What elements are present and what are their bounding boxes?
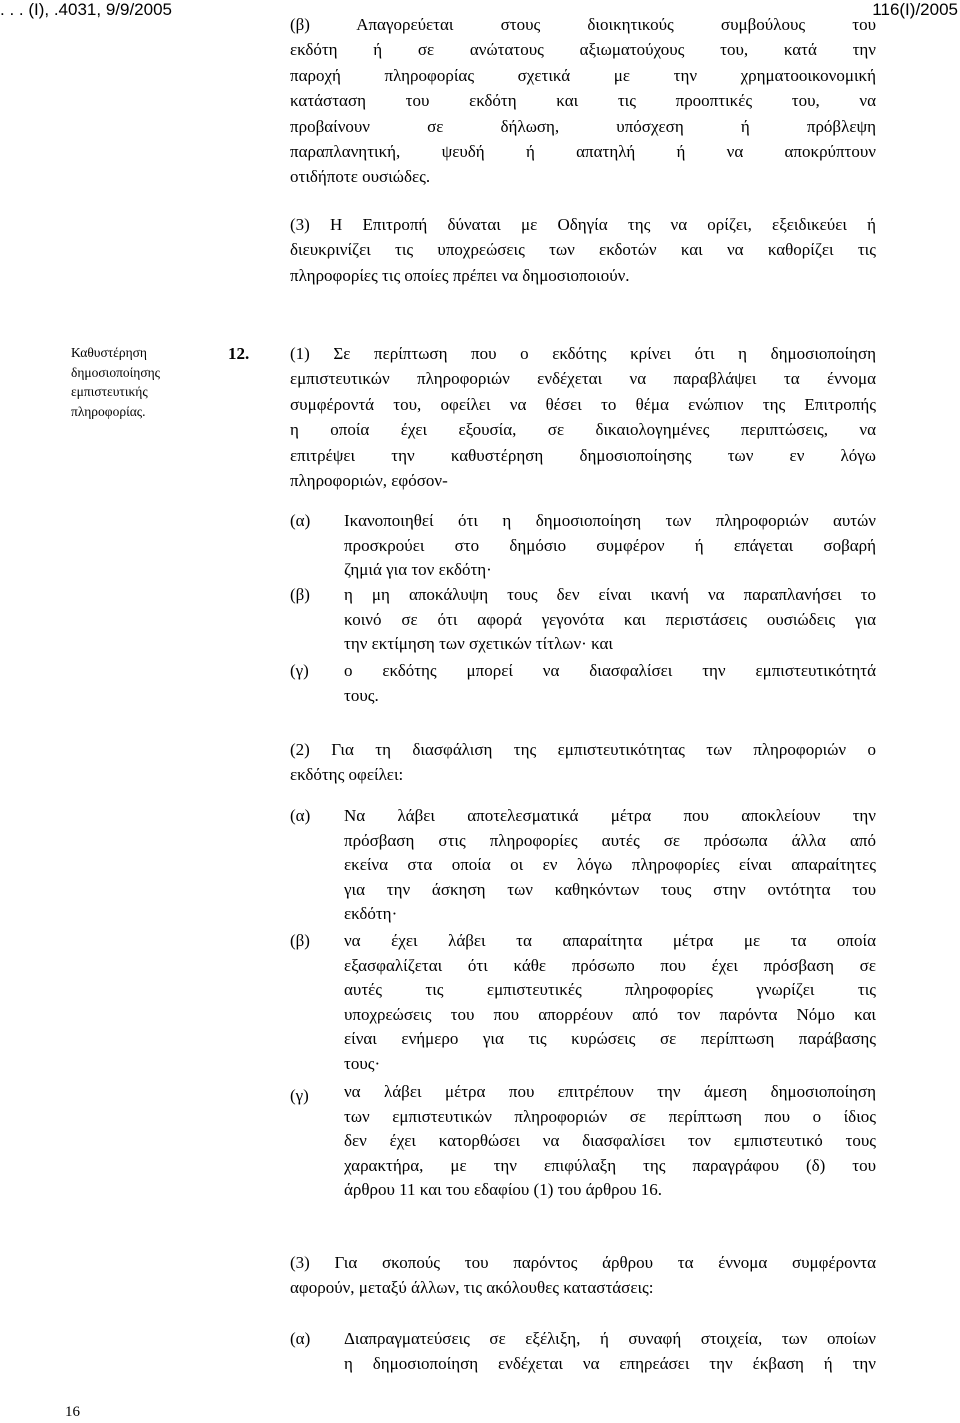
- text-line: υποχρεώσεις του που απορρέουν από τον παρόντα Νόμο και: [344, 1004, 876, 1024]
- text-line: είναι ενήμερο για τις κυρώσεις σε περίπτωση παράβασης: [344, 1029, 876, 1049]
- text-line: παροχή πληροφορίας σχετικά με την χρηματοοικονομική: [290, 65, 876, 85]
- text-line: κοινό σε ότι αφορά γεγονότα και περιστάσεις ουσιώδεις για: [344, 609, 876, 629]
- text-line: (3) Η Επιτροπή δύναται με Οδηγία της να ορίζει, εξειδικεύει ή: [290, 215, 876, 234]
- list-2-item-a: [344, 804, 876, 927]
- text-line: εκδότη·: [344, 904, 398, 924]
- text-line: (2) Για τη διασφάλιση της εμπιστευτικότητας των πληροφοριών ο: [290, 740, 876, 759]
- text-line: να λάβει μέτρα που επιτρέπουν την άμεση δημοσιοποίηση: [344, 1082, 876, 1101]
- text-line: συμφέροντά του, οφείλει να θέσει το θέμα ενώπιον της Επιτροπής: [290, 394, 876, 414]
- text-line: προσκρούει στο δημόσιο συμφέρον ή επάγεται σοβαρή: [344, 535, 876, 555]
- list-1-item-c: [344, 659, 876, 708]
- article-12-paragraph-3: [290, 1250, 876, 1301]
- text-line: η δημοσιοποίηση ενδέχεται να επηρεάσει την έκβαση ή την: [344, 1353, 876, 1373]
- header-left: . . . (Ι), .4031, 9/9/2005: [0, 0, 172, 19]
- list-1-item-b: [344, 583, 876, 657]
- article-number: 12.: [228, 344, 250, 363]
- text-line: εκδότης οφείλει:: [290, 765, 404, 785]
- list-3-label-a: (α): [290, 1329, 311, 1348]
- text-line: η οποία έχει εξουσία, σε δικαιολογημένες περιπτώσεις, να: [290, 420, 876, 440]
- text-line: χαρακτήρα, με την επιφύλαξη της παραγράφου (δ) του: [344, 1155, 876, 1175]
- text-line: οτιδήποτε ουσιώδες.: [290, 167, 431, 187]
- text-line: αφορούν, μεταξύ άλλων, τις ακόλουθες καταστάσεις:: [290, 1278, 654, 1298]
- text-line: προβαίνουν σε δήλωση, υπόσχεση ή πρόβλεψη: [290, 116, 876, 136]
- list-2-item-c: [344, 1080, 876, 1203]
- text-line: (β) Απαγορεύεται στους διοικητικούς συμβούλους του: [290, 15, 876, 34]
- text-line: επιτρέψει την καθυστέρηση δημοσιοποίησης των εν λόγω: [290, 445, 876, 465]
- text-line: πληροφορίες τις οποίες πρέπει να δημοσιοποιούν.: [290, 265, 630, 285]
- text-line: των εμπιστευτικών πληροφοριών σε περίπτωση που ο ίδιος: [344, 1106, 876, 1126]
- text-line: την εκτίμηση των σχετικών τίτλων· και: [344, 634, 613, 654]
- text-line: εξασφαλίζεται ότι κάθε πρόσωπο που έχει πρόσβαση σε: [344, 955, 876, 975]
- margin-note-line: πληροφορίας.: [71, 403, 146, 419]
- text-line: Να λάβει αποτελεσματικά μέτρα που αποκλείουν την: [344, 806, 876, 825]
- text-line: η μη αποκάλυψη τους δεν είναι ικανή να παραπλανήσει το: [344, 585, 876, 604]
- text-line: πληροφοριών, εφόσον-: [290, 471, 448, 491]
- margin-note-line: εμπιστευτικής: [71, 384, 148, 399]
- text-line: εμπιστευτικών πληροφοριών ενδέχεται να παραβλάψει τα έννομα: [290, 369, 876, 389]
- text-line: άρθρου 11 και του εδαφίου (1) του άρθρου 16.: [344, 1180, 663, 1200]
- list-3-item-a: [344, 1327, 876, 1376]
- item-b-continuation: [290, 12, 876, 190]
- text-line: ζημιά για τον εκδότη·: [344, 560, 492, 580]
- list-1-label-a: (α): [290, 511, 311, 530]
- margin-note-line: Καθυστέρηση: [71, 345, 147, 360]
- text-line: Διαπραγματεύσεις σε εξέλιξη, ή συναφή στοιχεία, των οποίων: [344, 1329, 876, 1348]
- text-line: διευκρινίζει τις υποχρεώσεις των εκδοτών και να καθορίζει τις: [290, 240, 876, 260]
- article-12-paragraph-2: [290, 737, 876, 788]
- list-1-item-a: [344, 509, 876, 583]
- text-line: να έχει λάβει τα απαραίτητα μέτρα με τα οποία: [344, 931, 876, 950]
- list-2-label-a: (α): [290, 806, 311, 825]
- text-line: αυτές τις εμπιστευτικές πληροφορίες γνωρίζει τις: [344, 980, 876, 1000]
- list-2-label-c: (γ): [290, 1086, 309, 1105]
- text-line: για την άσκηση των καθηκόντων τους στην οντότητα του: [344, 879, 876, 899]
- text-line: δεν έχει κατορθώσει να διασφαλίσει τον εμπιστευτικό τους: [344, 1131, 876, 1151]
- page-number: 16: [65, 1404, 80, 1420]
- text-line: (1) Σε περίπτωση που ο εκδότης κρίνει ότι η δημοσιοποίηση: [290, 344, 876, 363]
- list-2-label-b: (β): [290, 931, 310, 950]
- text-line: ο εκδότης μπορεί να διασφαλίσει την εμπιστευτικότητά: [344, 661, 876, 680]
- paragraph-3-top: [290, 212, 876, 288]
- list-1-label-b: (β): [290, 585, 310, 604]
- header-right: 116(Ι)/2005: [872, 0, 958, 19]
- text-line: τους.: [344, 685, 379, 705]
- text-line: εκδότη ή σε ανώτατους αξιωματούχους του, κατά την: [290, 40, 876, 60]
- list-2-item-b: [344, 929, 876, 1077]
- text-line: Ικανοποιηθεί ότι η δημοσιοποίηση των πληροφοριών αυτών: [344, 511, 876, 530]
- margin-note-line: δημοσιοποίησης: [71, 364, 161, 380]
- article-12-paragraph-1: [290, 341, 876, 493]
- text-line: τους·: [344, 1053, 381, 1073]
- margin-note: [71, 343, 160, 421]
- text-line: (3) Για σκοπούς του παρόντος άρθρου τα έννομα συμφέροντα: [290, 1253, 876, 1272]
- text-line: παραπλανητική, ψευδή ή απατηλή ή να αποκρύπτουν: [290, 142, 876, 162]
- text-line: εκείνα στα οποία οι εν λόγω πληροφορίες είναι απαραίτητες: [344, 855, 876, 875]
- text-line: κατάσταση του εκδότη και τις προοπτικές του, να: [290, 91, 876, 111]
- list-1-label-c: (γ): [290, 661, 309, 680]
- text-line: πρόσβαση στις πληροφορίες αυτές σε πρόσωπα άλλα από: [344, 830, 876, 850]
